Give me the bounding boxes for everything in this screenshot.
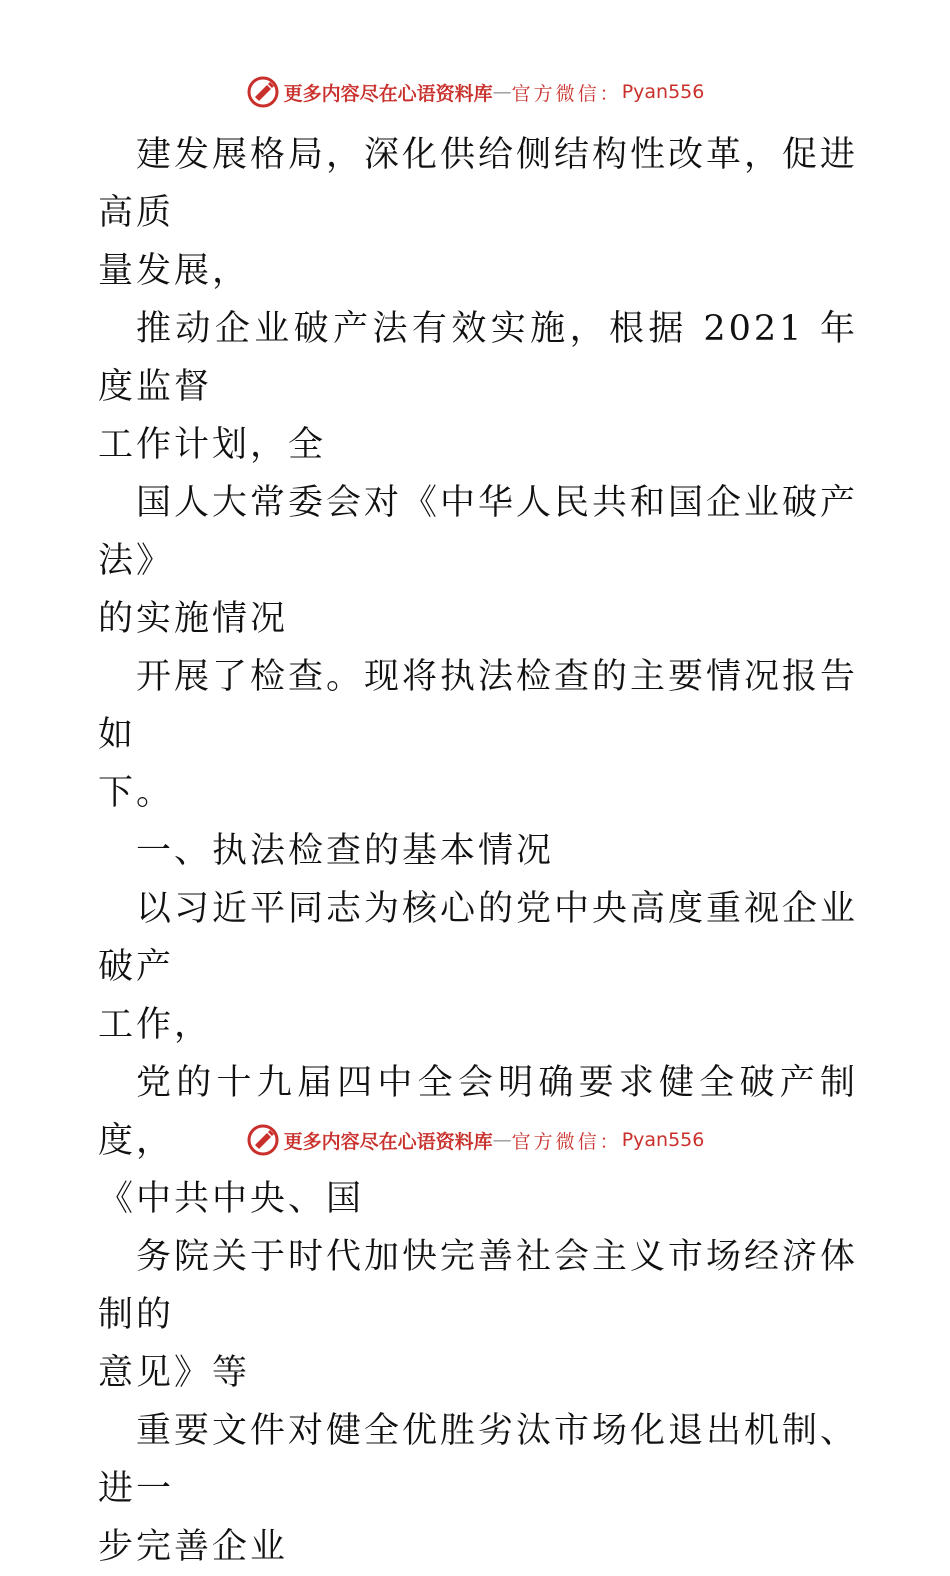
document-body [98, 126, 858, 1576]
header-banner [0, 72, 950, 112]
paragraph: 推动企业破产法有效实施，根据 2021 年度监督 工作计划，全 [98, 309, 858, 465]
footer-banner [0, 1120, 950, 1160]
banner-brand-text: 更多内容尽在心语资料库 [283, 82, 493, 105]
paragraph: 务院关于时代加快完善社会主义市场经济体制的 意见》等 [98, 1237, 859, 1393]
banner-wechat-label: 官方微信： [511, 1130, 622, 1153]
section-heading: 一、执法检查的基本情况 [136, 831, 555, 871]
paragraph: 以习近平同志为核心的党中央高度重视企业破产 工作， [98, 889, 859, 1045]
paragraph: 建发展格局，深化供给侧结构性改革，促进高质 量发展， [98, 135, 859, 291]
banner-separator: — [492, 1129, 512, 1151]
paragraph: 党的十九届四中全会明确要求健全破产制度， 《中共中央、国 [98, 1063, 858, 1219]
banner-wechat-id: Pyan556 [621, 1129, 705, 1151]
paragraph: 国人大常委会对《中华人民共和国企业破产法》 的实施情况 [98, 483, 859, 639]
banner-separator: — [492, 81, 512, 103]
banner-brand-text: 更多内容尽在心语资料库 [283, 1130, 493, 1153]
paragraph: 开展了检查。现将执法检查的主要情况报告如 下。 [98, 657, 859, 813]
paragraph: 重要文件对健全优胜劣汰市场化退出机制、进一 步完善企业 [98, 1411, 859, 1567]
brand-logo-icon [246, 1123, 280, 1157]
banner-wechat-label: 官方微信： [511, 82, 622, 105]
brand-logo-icon [246, 75, 280, 109]
banner-wechat-id: Pyan556 [621, 81, 705, 103]
